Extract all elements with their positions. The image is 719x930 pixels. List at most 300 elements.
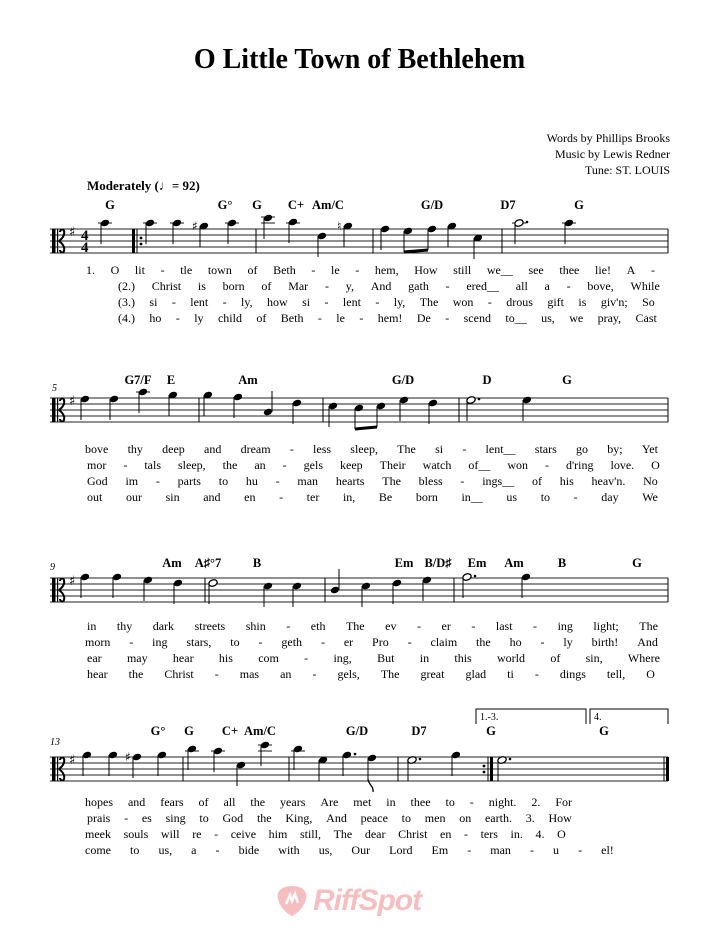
lyric-syllable: (3.) xyxy=(118,295,135,309)
lyric-syllable: dream xyxy=(240,442,271,456)
lyric-syllable: lent__ xyxy=(485,442,516,456)
chord-symbol: G xyxy=(632,556,642,570)
lyric-syllable: how xyxy=(267,295,288,309)
lyric-syllable: us, xyxy=(541,311,555,325)
lyric-line-verse-3 xyxy=(85,827,566,842)
lyric-syllable: all xyxy=(223,795,236,809)
chord-symbol: B xyxy=(557,556,567,570)
lyric-syllable: ho xyxy=(149,311,162,325)
lyric-syllable: this xyxy=(454,651,472,665)
chord-symbol: G xyxy=(252,198,262,212)
lyric-syllable: - xyxy=(286,619,291,633)
lyric-syllable: im xyxy=(125,474,139,488)
lyric-syllable: - xyxy=(214,667,219,681)
lyric-syllable: - xyxy=(359,311,364,325)
repeat-dot xyxy=(140,243,143,246)
lyric-syllable: last xyxy=(495,619,513,633)
time-signature: 4 xyxy=(81,228,89,244)
lyric-syllable: ing, xyxy=(333,651,352,665)
lyric-syllable: ing xyxy=(152,635,168,649)
lyric-syllable: and xyxy=(203,490,221,504)
lyric-syllable: gels xyxy=(303,458,324,472)
chord-symbol: Em xyxy=(394,556,414,570)
lyric-syllable: And xyxy=(326,811,347,825)
lyric-syllable: 4. xyxy=(535,827,545,841)
lyric-syllable: geth xyxy=(281,635,303,649)
lyric-syllable: Beth xyxy=(273,263,296,277)
chord-symbol: B xyxy=(252,556,262,570)
lyric-syllable: The xyxy=(639,619,658,633)
lyric-syllable: our xyxy=(125,490,142,504)
lyric-syllable: - xyxy=(129,635,134,649)
lyric-syllable: 3. xyxy=(525,811,535,825)
lyric-syllable: go xyxy=(576,442,589,456)
lyric-syllable: - xyxy=(171,295,176,309)
lyric-syllable: thy xyxy=(127,442,143,456)
lyric-line-verse-4 xyxy=(87,490,658,505)
chord-symbol: G/D xyxy=(345,724,369,738)
lyric-syllable: won xyxy=(452,295,474,309)
lyric-syllable: stars xyxy=(534,442,557,456)
lyric-syllable: - xyxy=(324,295,329,309)
lyric-syllable: While xyxy=(630,279,660,293)
lyric-syllable: sleep, xyxy=(350,442,378,456)
alto-clef-icon xyxy=(52,398,56,422)
key-signature-sharp: ♯ xyxy=(69,753,76,768)
lyric-syllable: - xyxy=(160,263,165,277)
lyric-syllable: us, xyxy=(158,843,173,857)
lyric-syllable: - xyxy=(540,635,545,649)
lyric-syllable: shin xyxy=(245,619,266,633)
lyric-syllable: giv'n; xyxy=(600,295,628,309)
lyric-syllable: thee xyxy=(559,263,580,277)
lyric-syllable: Are xyxy=(320,795,339,809)
measure-number: 5 xyxy=(52,383,57,394)
lyric-syllable: born xyxy=(222,279,245,293)
chord-symbol: Em xyxy=(467,556,487,570)
lyric-syllable: to__ xyxy=(505,311,527,325)
lyric-syllable: we__ xyxy=(486,263,513,277)
lyric-syllable: - xyxy=(258,635,263,649)
chord-symbol: G xyxy=(486,724,496,738)
lyric-line-verse-4 xyxy=(118,311,657,326)
lyric-syllable: The xyxy=(419,295,439,309)
lyric-syllable: - xyxy=(124,811,129,825)
lyric-syllable: hem, xyxy=(374,263,399,277)
lyric-syllable: the xyxy=(128,667,144,681)
lyric-syllable: Our xyxy=(351,843,371,857)
lyric-syllable: - xyxy=(462,442,467,456)
lyric-syllable: ing xyxy=(557,619,573,633)
lyric-syllable: to xyxy=(540,490,551,504)
lyric-syllable: love. xyxy=(610,458,635,472)
dot xyxy=(526,221,529,224)
lyric-syllable: and xyxy=(127,795,146,809)
lyric-syllable: in. xyxy=(510,827,523,841)
lyric-syllable: drous xyxy=(506,295,533,309)
lyric-syllable: will xyxy=(160,827,180,841)
lyric-syllable: - xyxy=(289,442,294,456)
lyric-syllable: dear xyxy=(364,827,386,841)
lyric-syllable: tle xyxy=(180,263,193,277)
lyric-syllable: ings__ xyxy=(482,474,515,488)
lyric-syllable: re xyxy=(192,827,202,841)
lyric-syllable: hu xyxy=(245,474,258,488)
alto-clef-icon xyxy=(52,757,56,781)
guitar-pick-icon xyxy=(275,884,309,918)
lyric-syllable: - xyxy=(445,311,450,325)
chord-symbol: B/D♯ xyxy=(424,556,452,570)
lyric-syllable: - xyxy=(445,279,450,293)
volta-label-1: 1.-3. xyxy=(480,712,499,723)
lyric-syllable: of xyxy=(256,311,267,325)
lyric-syllable: scend xyxy=(463,311,491,325)
lyric-line-verse-1 xyxy=(85,795,572,810)
lyric-line-verse-3 xyxy=(87,474,658,489)
lyric-syllable: bove xyxy=(85,442,109,456)
lyric-syllable: meek xyxy=(85,827,111,841)
lyric-syllable: pray, xyxy=(597,311,622,325)
lyric-syllable: to xyxy=(401,811,412,825)
chord-symbol: G xyxy=(574,198,584,212)
lyric-syllable: - xyxy=(578,843,583,857)
lyric-syllable: O xyxy=(651,458,660,472)
lyric-syllable: dings xyxy=(559,667,586,681)
lyric-syllable: on xyxy=(459,811,472,825)
lyric-syllable: man xyxy=(490,843,511,857)
lyric-syllable: his xyxy=(559,474,574,488)
lyric-syllable: - xyxy=(375,295,380,309)
lyric-syllable: - xyxy=(222,295,227,309)
riffspot-logo xyxy=(275,884,421,918)
lyric-syllable: - xyxy=(463,827,468,841)
lyric-syllable: prais xyxy=(87,811,111,825)
lyric-syllable: u xyxy=(553,843,560,857)
lyric-syllable: us, xyxy=(318,843,333,857)
lyric-syllable: keep xyxy=(340,458,363,472)
lyric-syllable: - xyxy=(175,311,180,325)
lyric-syllable: glad xyxy=(465,667,487,681)
lyric-syllable: sleep, xyxy=(178,458,206,472)
lyric-syllable: Where xyxy=(627,651,660,665)
lyric-syllable: hear xyxy=(87,667,108,681)
lyric-syllable: - xyxy=(460,474,465,488)
dot xyxy=(354,753,357,756)
lyric-syllable: Beth xyxy=(280,311,304,325)
lyric-syllable: gels, xyxy=(337,667,360,681)
lyric-syllable: thee xyxy=(410,795,431,809)
lyric-syllable: d'ring xyxy=(566,458,594,472)
lyric-syllable: God xyxy=(222,811,244,825)
lyric-syllable: dark xyxy=(152,619,175,633)
lyric-syllable: earth. xyxy=(484,811,512,825)
lyric-syllable: er xyxy=(343,635,354,649)
lyric-syllable: si xyxy=(302,295,311,309)
lyric-syllable: out xyxy=(87,490,103,504)
lyric-line-verse-4 xyxy=(85,843,614,858)
lyric-syllable: peace xyxy=(360,811,388,825)
lyric-syllable: ter xyxy=(306,490,320,504)
lyric-syllable: Christ xyxy=(164,667,194,681)
lyric-syllable: watch xyxy=(422,458,452,472)
lyric-syllable: com xyxy=(258,651,279,665)
lyric-syllable: still, xyxy=(299,827,321,841)
lyric-syllable: of xyxy=(198,795,209,809)
lyric-syllable: lent xyxy=(190,295,209,309)
lyric-syllable: fears xyxy=(160,795,184,809)
lyric-syllable: - xyxy=(320,635,325,649)
lyric-syllable: 1. xyxy=(86,263,95,277)
lyric-syllable: How xyxy=(548,811,572,825)
chord-symbol: G xyxy=(599,724,609,738)
lyric-syllable: - xyxy=(416,619,421,633)
music-credit: Music by Lewis Redner xyxy=(555,147,670,161)
lyric-syllable: less xyxy=(313,442,332,456)
alto-clef-icon xyxy=(57,398,58,422)
quarter-note-icon: ♩ xyxy=(158,178,172,193)
volta-label-2: 4. xyxy=(594,712,602,723)
lyric-syllable: - xyxy=(123,458,128,472)
lyric-syllable: in__ xyxy=(461,490,483,504)
lyric-syllable: Christ xyxy=(151,279,182,293)
lyric-syllable: to xyxy=(130,843,140,857)
lyric-line-verse-2 xyxy=(118,279,660,294)
lyric-syllable: deep xyxy=(162,442,185,456)
lyric-syllable: an xyxy=(280,667,292,681)
lyric-syllable: Mar xyxy=(288,279,309,293)
lyric-syllable: of xyxy=(247,263,258,277)
lyric-syllable: ev xyxy=(385,619,397,633)
lyric-syllable: le xyxy=(330,263,340,277)
lyric-line-verse-3 xyxy=(87,651,660,666)
lyric-syllable: is xyxy=(197,279,206,293)
lyric-syllable: hopes xyxy=(85,795,113,809)
lyric-syllable: him xyxy=(268,827,288,841)
lyric-syllable: - xyxy=(312,667,317,681)
lyric-syllable: hear xyxy=(172,651,194,665)
chord-symbol: D xyxy=(482,373,492,387)
lyric-syllable: won xyxy=(507,458,528,472)
lyric-syllable: born xyxy=(415,490,438,504)
lyric-syllable: - xyxy=(467,843,472,857)
song-title: O Little Town of Bethlehem xyxy=(193,44,526,75)
lyric-syllable: of xyxy=(261,279,272,293)
tempo-label: Moderately ( xyxy=(87,178,159,193)
lyric-syllable: come xyxy=(85,843,111,857)
lyric-syllable: ters xyxy=(480,827,498,841)
lyric-syllable: - xyxy=(324,279,329,293)
lyric-syllable: in xyxy=(87,619,97,633)
lyric-syllable: O xyxy=(646,667,655,681)
lyric-syllable: we xyxy=(569,311,584,325)
lyric-syllable: of xyxy=(531,474,542,488)
dot xyxy=(419,758,422,761)
lyric-syllable: - xyxy=(311,263,316,277)
dot xyxy=(474,575,477,578)
lyric-syllable: So xyxy=(642,295,655,309)
logo-text: RiffSpot xyxy=(313,884,422,917)
lyric-syllable: si xyxy=(435,442,444,456)
lyric-syllable: lit xyxy=(134,263,145,277)
repeat-dot xyxy=(483,765,486,768)
lyric-syllable: 2. xyxy=(531,795,541,809)
lyric-syllable: er xyxy=(441,619,451,633)
chord-symbol: Am xyxy=(162,556,182,570)
lyric-syllable: streets xyxy=(194,619,226,633)
lyric-syllable: hem! xyxy=(377,311,403,325)
lyric-syllable: Em xyxy=(431,843,449,857)
lyric-syllable: ered__ xyxy=(466,279,500,293)
chord-symbol: G xyxy=(184,724,194,738)
lyric-syllable: see xyxy=(528,263,544,277)
words-credit: Words by Phillips Brooks xyxy=(546,131,670,145)
lyric-syllable: lie! xyxy=(595,263,612,277)
lyric-syllable: (4.) xyxy=(118,311,135,325)
alto-clef-icon xyxy=(52,229,56,253)
lyric-syllable: el! xyxy=(601,843,614,857)
key-signature-sharp: ♯ xyxy=(69,225,76,240)
lyric-syllable: bless xyxy=(418,474,443,488)
chord-symbol: Am xyxy=(238,373,258,387)
lyric-syllable: claim xyxy=(430,635,458,649)
chord-symbol: A♯°7 xyxy=(194,556,222,570)
lyric-syllable: a xyxy=(191,843,197,857)
lyric-syllable: - xyxy=(469,795,474,809)
lyric-syllable: sin, xyxy=(585,651,603,665)
alto-clef-icon xyxy=(57,757,58,781)
lyric-syllable: - xyxy=(355,263,360,277)
chord-symbol: D7 xyxy=(500,198,516,212)
lyric-syllable: - xyxy=(304,651,309,665)
lyric-syllable: in, xyxy=(342,490,356,504)
chord-symbol: G7/F xyxy=(124,373,152,387)
lyric-line-verse-1 xyxy=(86,263,655,278)
lyric-syllable: Cast xyxy=(635,311,657,325)
lyric-line-verse-2 xyxy=(87,458,660,473)
lyric-syllable: years xyxy=(280,795,306,809)
lyric-syllable: tell, xyxy=(606,667,626,681)
lyric-syllable: ly, xyxy=(241,295,253,309)
lyric-syllable: lent xyxy=(342,295,361,309)
lyric-syllable: the xyxy=(476,635,491,649)
lyric-line-verse-2 xyxy=(85,635,658,650)
tempo-bpm: = 92) xyxy=(171,178,200,193)
lyric-syllable: may xyxy=(126,651,148,665)
chord-symbol: G/D xyxy=(391,373,415,387)
lyric-syllable: - xyxy=(275,474,280,488)
lyric-syllable: bide xyxy=(238,843,260,857)
lyric-syllable: God xyxy=(87,474,108,488)
lyric-syllable: y, xyxy=(345,279,354,293)
lyric-syllable: tals xyxy=(144,458,162,472)
lyric-syllable: souls xyxy=(123,827,149,841)
lyric-syllable: (2.) xyxy=(118,279,135,293)
lyric-syllable: great xyxy=(420,667,445,681)
lyric-syllable: - xyxy=(317,311,322,325)
lyric-syllable: Pro xyxy=(372,635,389,649)
alto-clef-icon xyxy=(52,578,56,602)
lyric-syllable: to xyxy=(230,635,240,649)
chord-symbol: C+ xyxy=(287,198,305,212)
lyric-syllable: day xyxy=(601,490,619,504)
lyric-syllable: We xyxy=(642,490,658,504)
alto-clef-icon xyxy=(57,578,58,602)
lyric-syllable: - xyxy=(214,827,219,841)
lyric-syllable: and xyxy=(204,442,222,456)
lyric-syllable: the xyxy=(256,811,272,825)
chord-symbol: G xyxy=(105,198,115,212)
lyric-syllable: of__ xyxy=(468,458,491,472)
lyric-syllable: - xyxy=(534,667,539,681)
chord-symbol: C+ xyxy=(221,724,239,738)
lyric-syllable: by; xyxy=(607,442,623,456)
lyric-syllable: bove, xyxy=(587,279,614,293)
lyric-syllable: - xyxy=(487,295,492,309)
lyric-syllable: A xyxy=(626,263,636,277)
lyric-syllable: For xyxy=(555,795,572,809)
lyric-syllable: The xyxy=(345,619,365,633)
lyric-line-verse-1 xyxy=(85,442,658,457)
lyric-syllable: parts xyxy=(177,474,201,488)
lyric-syllable: Lord xyxy=(389,843,413,857)
lyric-syllable: De xyxy=(416,311,431,325)
lyric-syllable: to xyxy=(218,474,229,488)
tune-credit: Tune: ST. LOUIS xyxy=(584,163,670,177)
lyric-syllable: How xyxy=(414,263,438,277)
key-signature-sharp: ♯ xyxy=(69,394,76,409)
lyric-syllable: town xyxy=(207,263,232,277)
lyric-syllable: But xyxy=(377,651,395,665)
lyric-syllable: eth xyxy=(310,619,326,633)
repeat-dot xyxy=(140,237,143,240)
lyric-syllable: And xyxy=(637,635,658,649)
lyric-syllable: us xyxy=(506,490,518,504)
chord-symbol: Am/C xyxy=(312,198,344,212)
lyric-syllable: The xyxy=(380,667,400,681)
lyric-syllable: ly, xyxy=(393,295,406,309)
sharp-accidental: ♯ xyxy=(125,750,131,764)
lyric-syllable: sing xyxy=(165,811,186,825)
lyric-syllable: light; xyxy=(593,619,619,633)
lyric-syllable: the xyxy=(222,458,238,472)
chord-symbol: G° xyxy=(217,198,233,212)
lyric-syllable: morn xyxy=(85,635,111,649)
lyric-syllable: le xyxy=(336,311,345,325)
lyric-line-verse-1 xyxy=(87,619,658,634)
lyric-syllable: all xyxy=(515,279,528,293)
lyric-syllable: an xyxy=(254,458,266,472)
measure-number: 13 xyxy=(50,737,60,748)
lyric-syllable: of xyxy=(550,651,561,665)
lyric-syllable: - xyxy=(533,619,538,633)
chord-symbol: Am xyxy=(504,556,524,570)
repeat-dot xyxy=(483,771,486,774)
lyric-syllable: - xyxy=(282,458,287,472)
final-barline xyxy=(666,757,669,781)
lyric-syllable: heav'n. xyxy=(591,474,626,488)
measure-number: 9 xyxy=(50,562,55,573)
lyric-syllable: es xyxy=(141,811,152,825)
lyric-syllable: Be xyxy=(378,490,393,504)
lyric-line-verse-2 xyxy=(87,811,572,826)
lyric-line-verse-3 xyxy=(118,295,655,310)
lyric-syllable: gath xyxy=(408,279,429,293)
lyric-syllable: O xyxy=(110,263,120,277)
lyric-syllable: child xyxy=(217,311,242,325)
lyric-syllable: Their xyxy=(379,458,406,472)
lyric-syllable: birth! xyxy=(591,635,619,649)
chord-symbol: G° xyxy=(150,724,166,738)
